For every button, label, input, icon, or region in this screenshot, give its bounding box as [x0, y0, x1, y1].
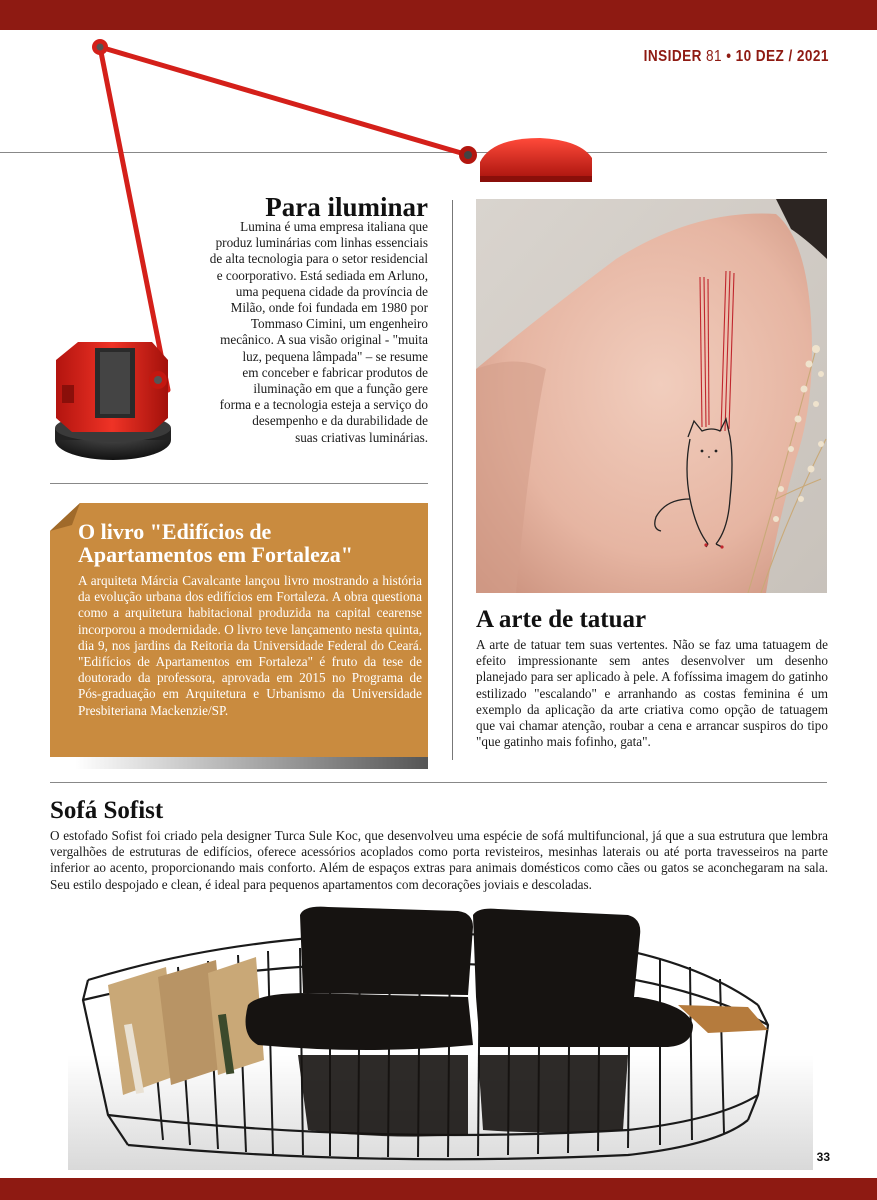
tattoo-article-text: A arte de tatuar tem suas vertentes. Não se faz uma tatuagem de efeito impressionante sem antes desenvolver um desenho planejado para ser aplicado à pele. A fofíssima imagem do gatinho estilizado "escalando" e arranhando as costas feminina é um exemplo da aplicação da arte criativa como opção de tatuagem que vai chamar atenção, roubar a cena e arrancar suspiros do tipo "que gatinho mais fofinho, gata".: [476, 637, 828, 750]
lamp-line: de alta tecnologia para o setor residencial: [209, 251, 428, 267]
top-color-band: [0, 0, 877, 30]
lamp-article-title: Para iluminar: [265, 192, 428, 222]
lamp-divider: [50, 483, 428, 484]
lamp-line: desempenho e da durabilidade de: [252, 413, 428, 429]
book-box-text: A arquiteta Márcia Cavalcante lançou livro mostrando a história da evolução urbana dos edifícios em Fortaleza. A obra questiona como a arquitetura habitacional produzida na capital cearense incorporou a modernidade. O livro teve lançamento nesta quinta, dia 9, nos jardins da Reitoria da Universidade Federal do Ceará. "Edifícios de Apartamentos em Fortaleza" é fruto da tese de doutorado da professora, aprovada em 2015 no Programa de Pós-graduação em Arquitetura e Urbanismo da Universidade Presbiteriana Mackenzie/SP.: [78, 573, 422, 718]
page-number: 33: [816, 1150, 830, 1164]
lamp-line: em conceber e fabricar produtos de: [242, 364, 428, 380]
issue-number: 81: [706, 48, 723, 65]
lamp-line: e coorporativo. Está sediada em Arluno,: [216, 267, 428, 283]
book-box-title: [78, 520, 423, 566]
lamp-line: suas criativas luminárias.: [295, 429, 428, 445]
book-title-line: O livro "Edifícios de: [78, 519, 272, 544]
lamp-line: uma pequena cidade da província de: [235, 283, 428, 299]
tattoo-article-title: A arte de tatuar: [476, 606, 647, 633]
publication-name: INSIDER: [643, 48, 702, 65]
issue-date: 10 DEZ / 2021: [735, 48, 829, 65]
header-separator: •: [726, 48, 732, 65]
page-fold-corner: [50, 503, 80, 531]
lamp-line: produz luminárias com linhas essenciais: [215, 235, 428, 251]
issue-header: [644, 48, 829, 66]
lamp-line: iluminação em que a função gere: [253, 381, 428, 397]
sofa-image: [68, 905, 813, 1170]
sofa-article-text: O estofado Sofist foi criado pela designer Turca Sule Koc, que desenvolveu uma espécie de sofá multifuncional, já que a sua estrutura que lembra vergalhões de estruturas de edifícios, oferece acessórios acoplados como porta revisteiros, mesinhas laterais ou até porta travesseiros na parte inferior ao acento, proporcionando mais conforto. Além de espaços extras para animais domésticos como cães ou gatos se aconchegaram na sala. Seu estilo despojado e clean, é ideal para pequenos apartamentos com decorações joviais e descoladas.: [50, 828, 828, 892]
lamp-article-text: [170, 219, 428, 446]
sofa-article-title: Sofá Sofist: [50, 797, 164, 824]
box-shadow: [75, 757, 428, 769]
lamp-line: Lumina é uma empresa italiana que: [240, 219, 428, 234]
book-title-line: Apartamentos em Fortaleza": [78, 542, 353, 567]
tattoo-photo: [476, 199, 827, 593]
lamp-line: Tommaso Cimini, um engenheiro: [250, 316, 428, 332]
lamp-line: mecânico. A sua visão original - "muita: [220, 332, 428, 348]
lamp-line: luz, pequena lâmpada" – se resume: [242, 348, 428, 364]
sofa-divider: [50, 782, 827, 783]
lamp-line: Milão, onde foi fundada em 1980 por: [230, 300, 428, 316]
lamp-line: forma e a tecnologia esteja a serviço do: [219, 397, 428, 413]
bottom-color-band: [0, 1178, 877, 1200]
